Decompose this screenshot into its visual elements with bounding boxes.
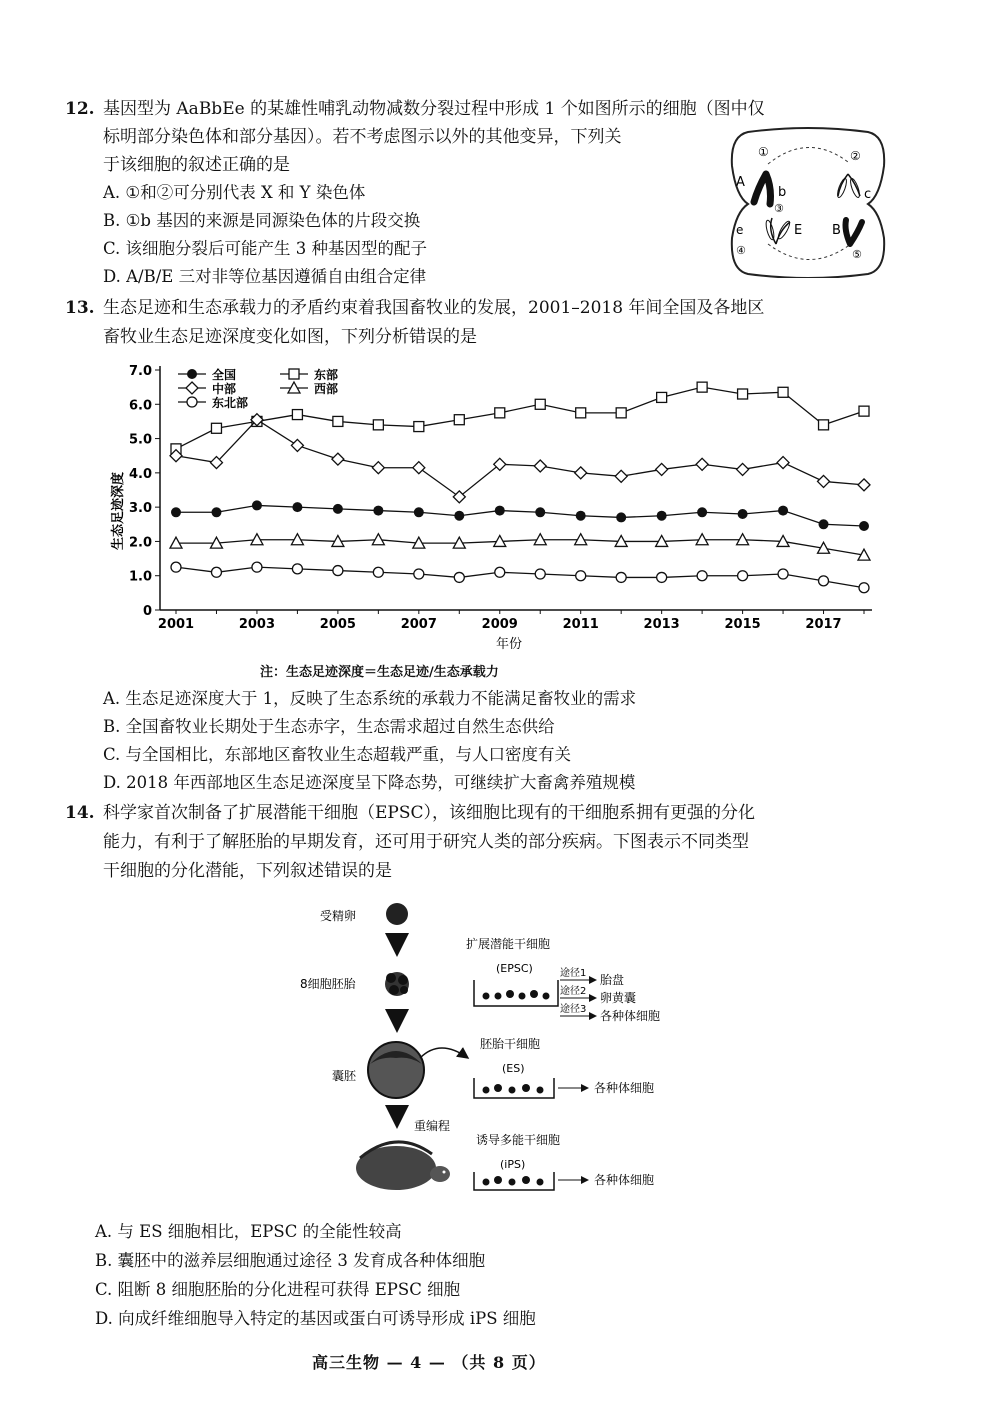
- y-tick-label: 6.0: [128, 398, 152, 414]
- point-series-1-2010: [535, 399, 545, 409]
- label-reprogram: 重编程: [414, 1119, 451, 1133]
- label-somatic-3: 各种体细胞: [594, 1173, 655, 1187]
- label-blastocyst: 囊胚: [332, 1069, 357, 1083]
- page-footer: 高三生物 — 4 — （共 8 页）: [312, 1353, 546, 1372]
- point-series-0-2011: [576, 511, 586, 521]
- point-series-1-2004: [292, 410, 302, 420]
- point-series-1-2015: [738, 389, 748, 399]
- point-series-4-2002: [211, 567, 221, 577]
- series-line-4: [176, 567, 864, 588]
- point-series-0-2015: [738, 509, 748, 519]
- point-series-2-2004: [291, 439, 303, 451]
- point-series-0-2017: [819, 519, 829, 529]
- label-yolk-sac: 卵黄囊: [600, 991, 637, 1005]
- point-series-2-2006: [372, 462, 384, 474]
- zygote-icon: [386, 903, 408, 925]
- point-series-0-2002: [211, 507, 221, 517]
- q13-option-a[interactable]: A. 生态足迹深度大于 1，反映了生态系统的承载力不能满足畜牧业的需求: [103, 689, 637, 708]
- q13-option-c[interactable]: C. 与全国相比，东部地区畜牧业生态超载严重，与人口密度有关: [103, 745, 572, 764]
- point-series-4-2007: [414, 569, 424, 579]
- point-series-4-2015: [738, 571, 748, 581]
- point-series-0-2010: [535, 507, 545, 517]
- x-tick-label: 2017: [805, 617, 842, 632]
- label-es-abbr: (ES): [502, 1062, 525, 1075]
- point-series-0-2001: [171, 507, 181, 517]
- point-series-1-2016: [778, 387, 788, 397]
- y-axis-label: 生态足迹深度: [111, 471, 126, 550]
- label-route-1: 途径1: [560, 968, 587, 979]
- point-series-2-2015: [737, 463, 749, 475]
- point-series-4-2010: [535, 569, 545, 579]
- q14-option-b[interactable]: B. 囊胚中的滋养层细胞通过途径 3 发育成各种体细胞: [95, 1251, 486, 1270]
- x-tick-label: 2007: [400, 617, 437, 632]
- point-series-4-2018: [859, 583, 869, 593]
- q12-stem-line-2: 标明部分染色体和部分基因）。若不考虑图示以外的其他变异，下列关: [103, 127, 622, 147]
- label-epsc-abbr: (EPSC): [496, 962, 533, 975]
- point-series-4-2011: [576, 571, 586, 581]
- legend-label-0: 全国: [212, 368, 237, 382]
- point-series-4-2009: [495, 567, 505, 577]
- legend-marker-2: [186, 382, 198, 394]
- point-series-1-2002: [211, 423, 221, 433]
- label-eight-cell: 8细胞胚胎: [300, 977, 356, 991]
- point-series-4-2008: [454, 572, 464, 582]
- point-series-2-2012: [615, 470, 627, 482]
- label-chrom-5: ⑤: [852, 248, 862, 261]
- label-gene-c: c: [864, 187, 872, 202]
- q12-number: 12.: [65, 99, 95, 119]
- point-series-2-2018: [858, 479, 870, 491]
- point-series-2-2016: [777, 457, 789, 469]
- y-tick-label: 7.0: [128, 364, 152, 379]
- legend-marker-0: [187, 369, 197, 379]
- x-tick-label: 2009: [481, 617, 518, 632]
- label-ips-title: 诱导多能干细胞: [476, 1133, 561, 1147]
- label-gene-E: E: [794, 223, 803, 238]
- q12-option-d[interactable]: D. A/B/E 三对非等位基因遵循自由组合定律: [103, 267, 427, 286]
- point-series-3-2006: [372, 534, 384, 545]
- label-epsc-title: 扩展潜能干细胞: [466, 937, 551, 951]
- point-series-1-2007: [414, 422, 424, 432]
- q13-option-d[interactable]: D. 2018 年西部地区生态足迹深度呈下降态势，可继续扩大畜禽养殖规模: [103, 773, 636, 792]
- point-series-4-2017: [819, 576, 829, 586]
- q13-option-b[interactable]: B. 全国畜牧业长期处于生态赤字，生态需求超过自然生态供给: [103, 717, 555, 736]
- point-series-2-2011: [575, 467, 587, 479]
- q14-stem-line-3: 干细胞的分化潜能，下列叙述错误的是: [103, 861, 392, 881]
- point-series-1-2018: [859, 406, 869, 416]
- point-series-1-2011: [576, 408, 586, 418]
- point-series-0-2008: [454, 511, 464, 521]
- label-route-2: 途径2: [560, 986, 587, 997]
- point-series-0-2016: [778, 506, 788, 516]
- label-zygote: 受精卵: [320, 909, 357, 923]
- point-series-1-2017: [819, 420, 829, 430]
- point-series-2-2014: [696, 458, 708, 470]
- label-es-title: 胚胎干细胞: [480, 1037, 541, 1051]
- series-line-2: [176, 420, 864, 497]
- y-tick-label: 1.0: [128, 569, 152, 585]
- label-chrom-2: ②: [850, 149, 861, 163]
- label-gene-B: B: [832, 223, 841, 238]
- point-series-2-2010: [534, 460, 546, 472]
- q14-option-a[interactable]: A. 与 ES 细胞相比，EPSC 的全能性较高: [95, 1222, 402, 1241]
- q13-stem-line-1: 生态足迹和生态承载力的矛盾约束着我国畜牧业的发展，2001–2018 年间全国及各地区: [103, 298, 765, 318]
- point-series-4-2003: [252, 562, 262, 572]
- q13-number: 13.: [65, 298, 95, 318]
- x-tick-label: 2015: [724, 617, 761, 632]
- q14-stem-line-2: 能力，有利于了解胚胎的早期发育，还可用于研究人类的部分疾病。下图表示不同类型: [103, 832, 749, 852]
- label-somatic-1: 各种体细胞: [600, 1009, 661, 1023]
- legend-label-1: 东部: [314, 368, 339, 382]
- point-series-0-2005: [333, 504, 343, 514]
- point-series-0-2009: [495, 506, 505, 516]
- point-series-1-2006: [373, 420, 383, 430]
- x-axis-label: 年份: [496, 637, 523, 652]
- point-series-0-2006: [373, 506, 383, 516]
- point-series-2-2013: [656, 463, 668, 475]
- legend-label-2: 中部: [212, 382, 237, 396]
- q12-option-b[interactable]: B. ①b 基因的来源是同源染色体的片段交换: [103, 211, 421, 230]
- y-tick-label: 2.0: [128, 535, 152, 551]
- point-series-0-2004: [292, 502, 302, 512]
- point-series-4-2004: [292, 564, 302, 574]
- point-series-2-2017: [818, 475, 830, 487]
- q12-stem-line-3: 于该细胞的叙述正确的是: [103, 155, 290, 175]
- q12-stem-line-1: 基因型为 AaBbEe 的某雄性哺乳动物减数分裂过程中形成 1 个如图所示的细胞（图中仅: [103, 99, 765, 119]
- q12-option-c[interactable]: C. 该细胞分裂后可能产生 3 种基因型的配子: [103, 239, 428, 258]
- legend-marker-4: [187, 397, 197, 407]
- point-series-2-2007: [413, 462, 425, 474]
- series-line-1: [176, 387, 864, 449]
- x-tick-label: 2013: [643, 617, 680, 632]
- chromosome-5: [846, 220, 863, 244]
- label-gene-A: A: [736, 175, 745, 190]
- point-series-4-2006: [373, 567, 383, 577]
- point-series-4-2013: [657, 572, 667, 582]
- point-series-4-2012: [616, 572, 626, 582]
- point-series-1-2012: [616, 408, 626, 418]
- legend-marker-1: [289, 369, 299, 379]
- point-series-4-2001: [171, 562, 181, 572]
- point-series-0-2018: [859, 521, 869, 531]
- y-tick-label: 0: [142, 604, 152, 619]
- label-placenta: 胎盘: [600, 973, 625, 987]
- point-series-0-2003: [252, 500, 262, 510]
- q14-number: 14.: [65, 803, 95, 823]
- mouse-icon: [356, 1142, 450, 1190]
- legend-label-4: 东北部: [212, 396, 249, 410]
- q14-stem-cell-figure: [290, 888, 710, 1198]
- q13-note: 注：生态足迹深度＝生态足迹/生态承载力: [260, 665, 499, 680]
- legend-label-3: 西部: [314, 382, 339, 396]
- point-series-2-2005: [332, 453, 344, 465]
- label-gene-e: e: [736, 223, 744, 237]
- point-series-1-2008: [454, 415, 464, 425]
- q14-option-d[interactable]: D. 向成纤维细胞导入特定的基因或蛋白可诱导形成 iPS 细胞: [95, 1309, 536, 1328]
- label-chrom-1: ①: [758, 145, 769, 159]
- q13-stem-line-2: 畜牧业生态足迹深度变化如图，下列分析错误的是: [103, 327, 477, 347]
- y-tick-label: 3.0: [128, 501, 152, 517]
- q13-line-chart: [100, 360, 890, 660]
- point-series-1-2014: [697, 382, 707, 392]
- point-series-0-2014: [697, 507, 707, 517]
- q14-stem-line-1: 科学家首次制备了扩展潜能干细胞（EPSC），该细胞比现有的干细胞系拥有更强的分化: [103, 803, 755, 823]
- chromosome-1: [754, 174, 771, 204]
- q12-option-a[interactable]: A. ①和②可分别代表 X 和 Y 染色体: [103, 183, 366, 202]
- point-series-4-2005: [333, 566, 343, 576]
- point-series-0-2007: [414, 507, 424, 517]
- x-tick-label: 2003: [238, 617, 276, 632]
- y-tick-label: 5.0: [128, 432, 152, 448]
- label-chrom-4: ④: [736, 244, 746, 257]
- label-gene-b: b: [778, 185, 787, 200]
- point-series-1-2009: [495, 408, 505, 418]
- point-series-0-2013: [657, 511, 667, 521]
- label-route-3: 途径3: [560, 1004, 587, 1015]
- point-series-1-2013: [657, 392, 667, 402]
- point-series-4-2016: [778, 569, 788, 579]
- label-ips-abbr: (iPS): [500, 1158, 526, 1171]
- series-line-0: [176, 505, 864, 526]
- label-chrom-3: ③: [774, 202, 784, 215]
- q12-cell-diagram: [728, 126, 888, 278]
- series-line-3: [176, 540, 864, 555]
- label-somatic-2: 各种体细胞: [594, 1081, 655, 1095]
- x-tick-label: 2011: [562, 617, 599, 632]
- x-tick-label: 2005: [319, 617, 356, 632]
- point-series-1-2005: [333, 416, 343, 426]
- y-tick-label: 4.0: [128, 466, 152, 482]
- q14-option-c[interactable]: C. 阻断 8 细胞胚胎的分化进程可获得 EPSC 细胞: [95, 1280, 461, 1299]
- x-tick-label: 2001: [157, 617, 195, 632]
- point-series-4-2014: [697, 571, 707, 581]
- point-series-0-2012: [616, 512, 626, 522]
